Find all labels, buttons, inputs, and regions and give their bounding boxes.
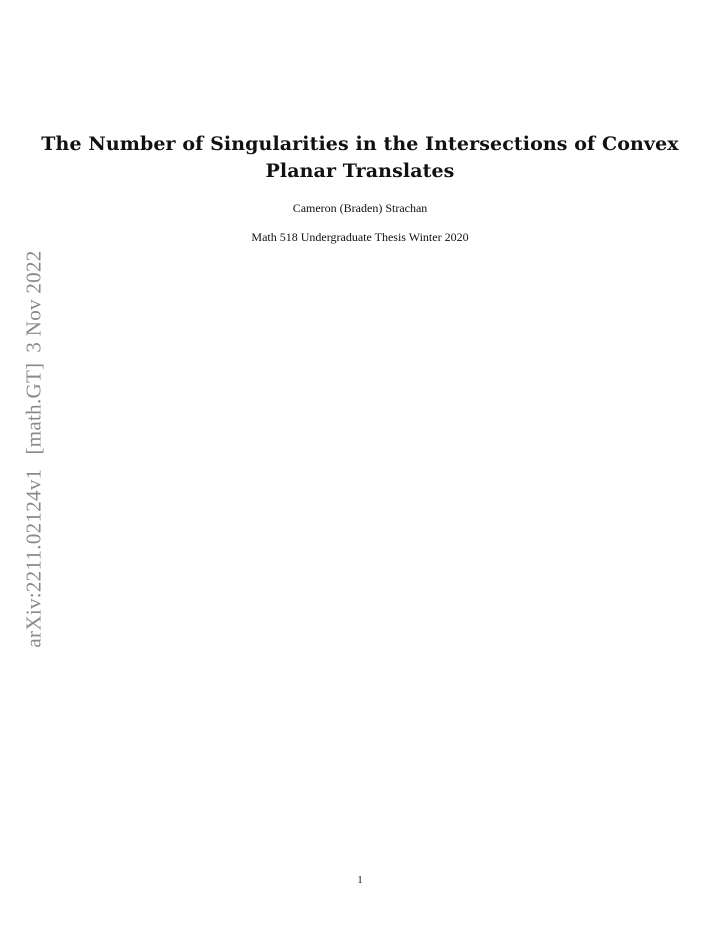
paper-title-line-2: Planar Translates xyxy=(265,160,455,182)
arxiv-date: 3 Nov 2022 xyxy=(21,250,46,353)
paper-title xyxy=(40,131,680,185)
arxiv-identifier-stamp xyxy=(22,250,47,647)
arxiv-id: arXiv:2211.02124v1 xyxy=(21,468,46,648)
paper-affiliation: Math 518 Undergraduate Thesis Winter 2020 xyxy=(251,230,469,244)
arxiv-category: [math.GT] xyxy=(21,362,46,455)
paper-title-line-1: The Number of Singularities in the Intersections of Convex xyxy=(41,133,679,155)
page-number: 1 xyxy=(357,874,363,886)
paper-author: Cameron (Braden) Strachan xyxy=(292,201,428,215)
